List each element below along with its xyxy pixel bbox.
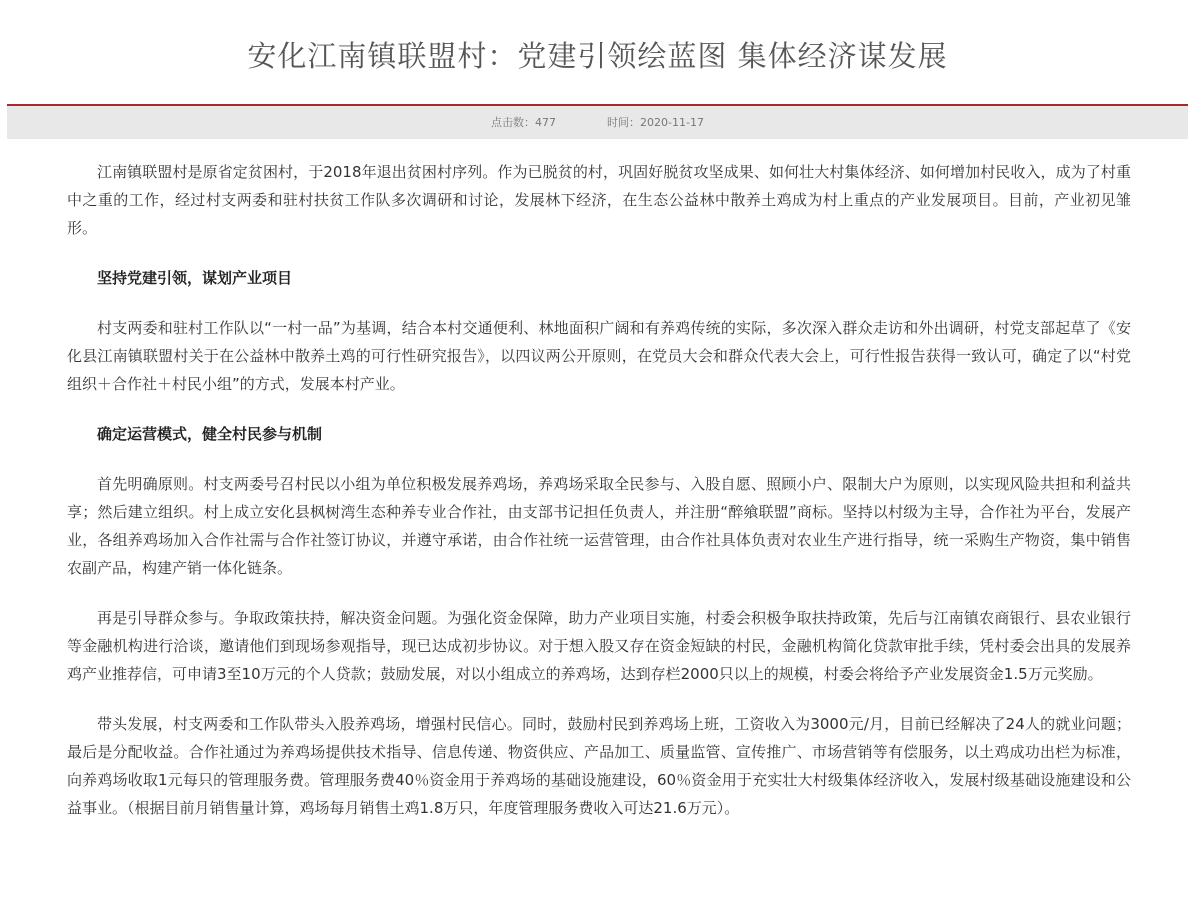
paragraph-principles: 首先明确原则。村支两委号召村民以小组为单位积极发展养鸡场，养鸡场采取全民参与、入股自愿、照顾小户、限制大户为原则，以实现风险共担和利益共享；然后建立组织。村上成立安化县枫树湾生态种养专业合作社，由支部书记担任负责人，并注册“醉飨联盟”商标。坚持以村级为主导，合作社为平台，发展产业，各组养鸡场加入合作社需与合作社签订协议，并遵守承诺，由合作社统一运营管理，由合作社具体负责对农业生产进行指导，统一采购生产物资，集中销售农副产品，构建产销一体化链条。 [67, 475, 1131, 577]
section-heading-operation-model: 确定运营模式，健全村民参与机制 [97, 425, 323, 443]
time-label: 时间： [607, 116, 641, 129]
clicks-label: 点击数： [491, 116, 536, 129]
paragraph-intro: 江南镇联盟村是原省定贫困村，于2018年退出贫困村序列。作为已脱贫的村，巩固好脱贫攻坚成果、如何壮大村集体经济、如何增加村民收入，成为了村重中之重的工作，经过村支两委和驻村扶贫工作队多次调研和讨论，发展林下经济，在生态公益林中散养土鸡成为村上重点的产业发展项目。目前，产业初见雏形。 [67, 163, 1131, 237]
paragraph-income-distribution: 带头发展，村支两委和工作队带头入股养鸡场，增强村民信心。同时，鼓励村民到养鸡场上班，工资收入为3000元/月，目前已经解决了24人的就业问题；最后是分配收益。合作社通过为养鸡场提供技术指导、信息传递、物资供应、产品加工、质量监管、宣传推广、市场营销等有偿服务，以土鸡成功出栏为标准，向养鸡场收取1元每只的管理服务费。管理服务费40％资金用于养鸡场的基础设施建设，60％资金用于充实壮大村级集体经济收入，发展村级基础设施建设和公益事业。（根据目前月销售量计算，鸡场每月销售土鸡1.8万只，年度管理服务费收入可达21.6万元）。 [67, 715, 1131, 817]
article-meta-bar [7, 106, 1188, 139]
article-body [67, 158, 1131, 822]
clicks-count: 477 [535, 116, 557, 129]
article-title: 安化江南镇联盟村：党建引领绘蓝图 集体经济谋发展 [247, 39, 948, 73]
section-heading-party-leadership: 坚持党建引领，谋划产业项目 [97, 269, 293, 287]
paragraph-participation: 再是引导群众参与。争取政策扶持，解决资金问题。为强化资金保障，助力产业项目实施，村委会积极争取扶持政策，先后与江南镇农商银行、县农业银行等金融机构进行洽谈，邀请他们到现场参观指导，现已达成初步协议。对于想入股又存在资金短缺的村民，金融机构简化贷款审批手续，凭村委会出具的发展养鸡产业推荐信，可申请3至10万元的个人贷款；鼓励发展，对以小组成立的养鸡场，达到存栏2000只以上的规模，村委会将给予产业发展资金1.5万元奖励。 [67, 609, 1131, 683]
publish-date: 2020-11-17 [640, 116, 704, 129]
paragraph-planning: 村支两委和驻村工作队以“一村一品”为基调，结合本村交通便利、林地面积广阔和有养鸡传统的实际，多次深入群众走访和外出调研，村党支部起草了《安化县江南镇联盟村关于在公益林中散养土鸡的可行性研究报告》，以四议两公开原则，在党员大会和群众代表大会上，可行性报告获得一致认可，确定了以“村党组织＋合作社＋村民小组”的方式，发展本村产业。 [67, 319, 1131, 393]
